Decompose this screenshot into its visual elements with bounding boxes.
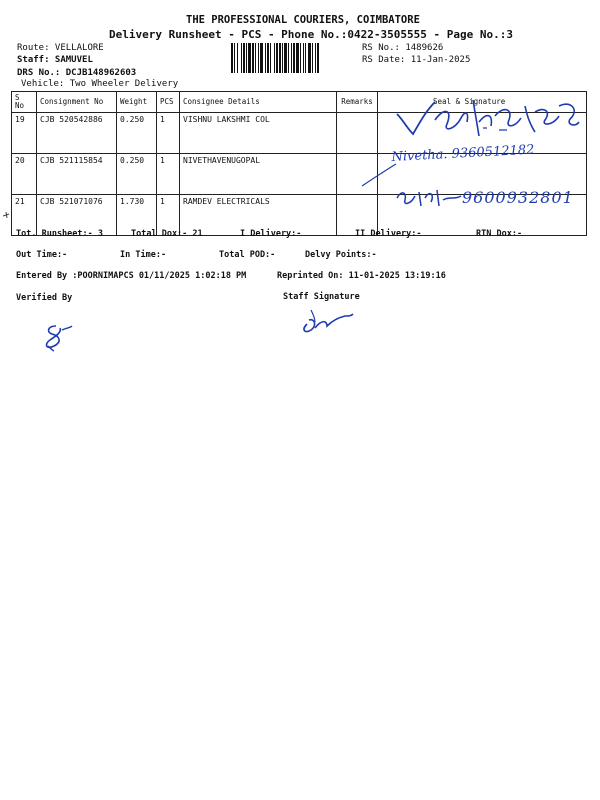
barcode-bar xyxy=(274,43,275,73)
barcode-bar xyxy=(300,43,301,73)
runsheet-subtitle: Delivery Runsheet - PCS - Phone No.:0422-3505555 - Page No.:3 xyxy=(109,28,513,41)
staff-signature-mark xyxy=(297,308,357,336)
barcode-bar xyxy=(255,43,256,73)
rs-number: RS No.: 1489626 xyxy=(362,43,444,53)
cell-consignment: CJB 521115854 xyxy=(37,154,117,195)
cell-remarks xyxy=(337,113,378,154)
cell-weight: 0.250 xyxy=(117,154,157,195)
header-consignment: Consignment No xyxy=(37,92,117,113)
barcode-bar xyxy=(279,43,281,73)
cell-consignee: VISHNU LAKSHMI COL xyxy=(180,113,337,154)
barcode xyxy=(230,43,355,73)
in-time: In Time:- xyxy=(120,250,167,260)
header-signature: Seal & Signature xyxy=(378,92,587,113)
total-dox: Total Dox:- 21 xyxy=(131,229,203,239)
barcode-bar xyxy=(246,43,247,73)
cell-sno: 20 xyxy=(12,154,37,195)
barcode-bar xyxy=(291,43,292,73)
barcode-bar xyxy=(258,43,259,73)
ii-delivery: II Delivery:- xyxy=(355,229,422,239)
barcode-bar xyxy=(308,43,311,73)
barcode-bar xyxy=(296,43,299,73)
cell-pcs: 1 xyxy=(157,113,180,154)
staff: Staff: SAMUVEL xyxy=(17,55,93,65)
delvy-points: Delvy Points:- xyxy=(305,250,377,260)
handwritten-initial-row21 xyxy=(395,186,465,212)
barcode-bar xyxy=(241,43,242,73)
barcode-bar xyxy=(260,43,263,73)
cell-weight: 1.730 xyxy=(117,195,157,236)
cell-pcs: 1 xyxy=(157,154,180,195)
barcode-bar xyxy=(317,43,319,73)
barcode-bar xyxy=(315,43,316,73)
cell-pcs: 1 xyxy=(157,195,180,236)
barcode-bar xyxy=(267,43,269,73)
handwritten-stroke-row20 xyxy=(360,160,400,190)
handwriting-row21: 9600932801 xyxy=(462,188,574,207)
cell-consignment: CJB 521071076 xyxy=(37,195,117,236)
handwriting-row20: Nivetha. 9360512182 xyxy=(391,142,535,165)
cell-weight: 0.250 xyxy=(117,113,157,154)
barcode-bar xyxy=(312,43,313,73)
barcode-bar xyxy=(305,43,306,73)
barcode-bar xyxy=(276,43,278,73)
stray-mark xyxy=(1,210,13,220)
barcode-bar xyxy=(231,43,233,73)
barcode-bar xyxy=(252,43,254,73)
barcode-bar xyxy=(234,43,235,73)
route: Route: VELLALORE xyxy=(17,43,104,53)
verified-by: Verified By xyxy=(16,293,73,303)
staff-signature-label: Staff Signature xyxy=(283,292,360,302)
barcode-bar xyxy=(282,43,283,73)
cell-consignment: CJB 520542886 xyxy=(37,113,117,154)
vehicle: Vehicle: Two Wheeler Delivery xyxy=(21,79,179,89)
cell-consignee: NIVETHAVENUGOPAL xyxy=(180,154,337,195)
company-name: THE PROFESSIONAL COURIERS, COIMBATORE xyxy=(186,14,420,26)
cell-consignee: RAMDEV ELECTRICALS xyxy=(180,195,337,236)
header-remarks: Remarks xyxy=(337,92,378,113)
barcode-bar xyxy=(270,43,271,73)
rs-date: RS Date: 11-Jan-2025 xyxy=(362,55,471,65)
barcode-bar xyxy=(265,43,266,73)
barcode-bar xyxy=(284,43,287,73)
header-consignee: Consignee Details xyxy=(180,92,337,113)
header-weight: Weight xyxy=(117,92,157,113)
i-delivery: I Delivery:- xyxy=(240,229,302,239)
handwritten-signature-row19 xyxy=(395,98,580,140)
verifier-mark xyxy=(40,322,76,352)
barcode-bar xyxy=(293,43,295,73)
header-sno: S No xyxy=(12,92,37,113)
rtn-dox: RTN Dox:- xyxy=(476,229,523,239)
cell-sno: 21 xyxy=(12,195,37,236)
barcode-bar xyxy=(243,43,245,73)
entered-by: Entered By :POORNIMAPCS 01/11/2025 1:02:18 PM xyxy=(16,271,247,281)
barcode-bar xyxy=(288,43,289,73)
drs-number: DRS No.: DCJB148962603 xyxy=(17,68,137,78)
out-time: Out Time:- xyxy=(16,250,68,260)
barcode-bar xyxy=(237,43,238,73)
barcode-bar xyxy=(303,43,304,73)
tot-runsheet: Tot. Runsheet:- 3 xyxy=(16,229,103,239)
reprinted-on: Reprinted On: 11-01-2025 13:19:16 xyxy=(277,271,446,281)
total-pod: Total POD:- xyxy=(219,250,276,260)
barcode-bar xyxy=(248,43,251,73)
header-pcs: PCS xyxy=(157,92,180,113)
cell-sno: 19 xyxy=(12,113,37,154)
